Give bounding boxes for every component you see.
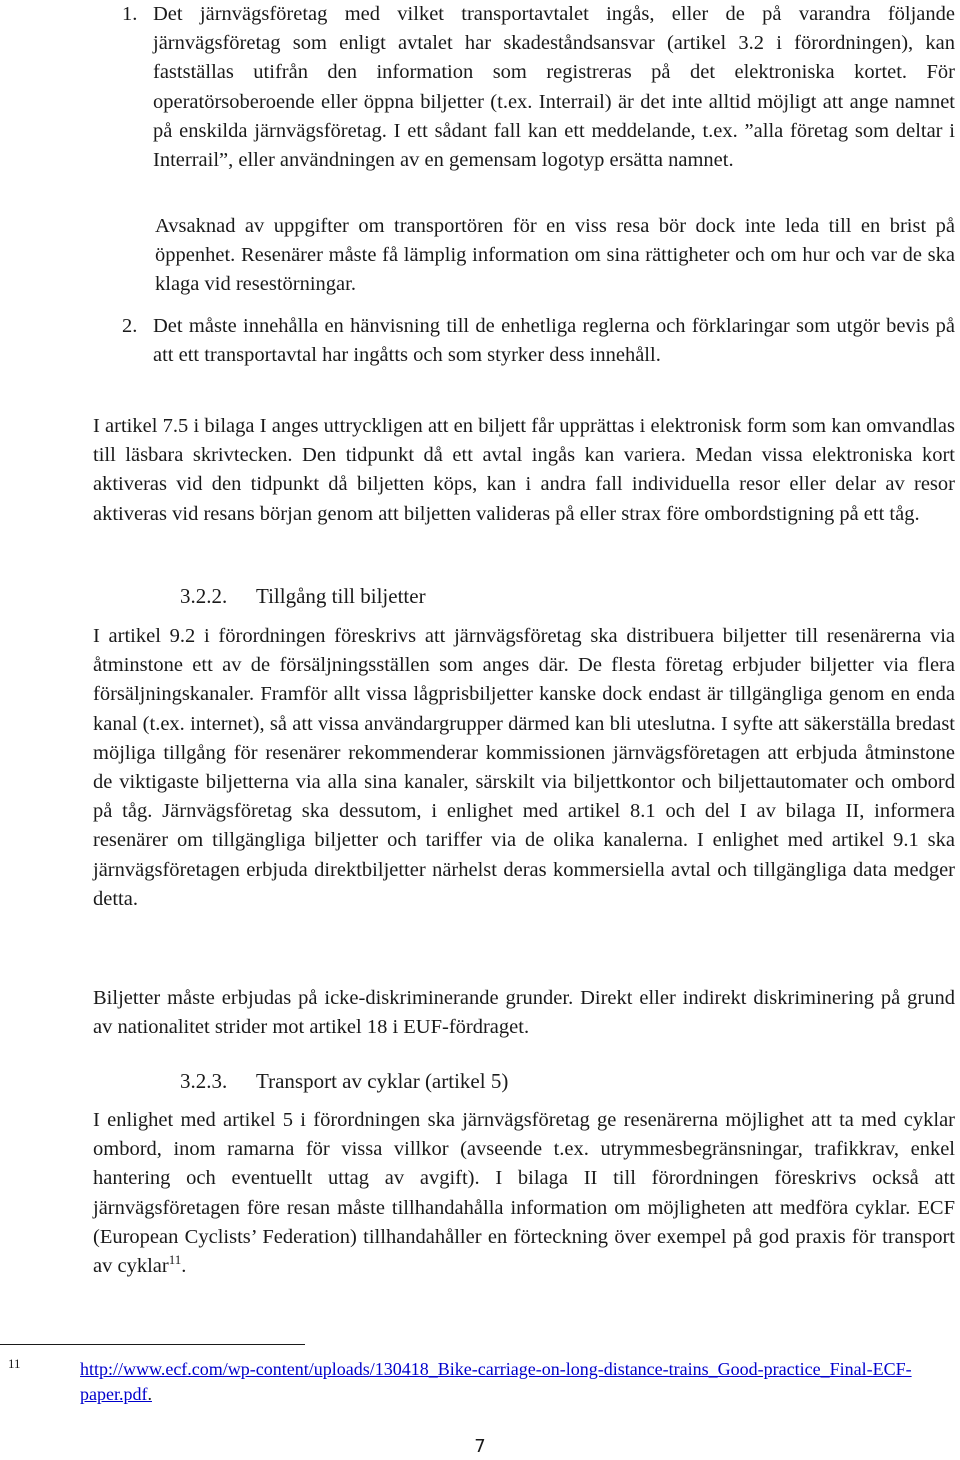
list-item-1-text: Det järnvägsföretag med vilket transportavtalet ingås, eller de på varandra följande järnvägsföretag som enligt avtalet har skadeståndsansvar (artikel 3.2 i förordningen), kan fastställas utifrån den information som registreras på det elektroniska kortet. För operatörsoberoende eller öppna biljetter (t.ex. Interrail) är det inte alltid möjligt att ange namnet på enskilda järnvägsföretag. I ett sådant fall kan ett meddelande, t.ex. ”alla företag som deltar i Interrail”, eller användningen av en gemensam logotyp ersätta namnet. xyxy=(153,3,955,172)
section-heading-bicycle-transport xyxy=(180,1067,508,1096)
section-number: 3.2.3. xyxy=(180,1069,228,1093)
section-number: 3.2.2. xyxy=(180,584,228,608)
list-item-1-number: 1. xyxy=(122,3,138,25)
paragraph-bicycles-text: I enlighet med artikel 5 i förordningen ska järnvägsföretag ge resenärerna möjlighet att ta med cyklar ombord, inom ramarna för vissa villkor (avseende t.ex. utrymmesbegränsningar, trafikkrav, enkel hantering och eventuellt uttag av avgift). I bilaga II till förordningen föreskrivs också att järnvägsföretagen före resan måste tillhandahålla information om möjligheten att medföra cyklar. ECF (European Cyclists’ Federation) tillhandahåller en förteckning över exempel på god praxis för transport av cyklar xyxy=(93,1109,955,1278)
paragraph-non-discrimination: Biljetter måste erbjudas på icke-diskriminerande grunder. Direkt eller indirekt diskriminering på grund av nationalitet strider mot artikel 18 i EUF-fördraget. xyxy=(93,987,955,1039)
footnote-end-punctuation: . xyxy=(147,1383,152,1404)
paragraph-ticket-distribution: I artikel 9.2 i förordningen föreskrivs att järnvägsföretag ska distribuera biljetter till resenärerna via åtminstone ett av de försäljningsställen som anges där. De flesta företag erbjuder biljetter via flera försäljningskanaler. Framför allt vissa lågprisbiljetter kanske dock endast är tillgängliga genom en enda kanal (t.ex. internet), så att vissa användargrupper därmed kan bli uteslutna. I syfte att säkerställa bredast möjliga tillgång för resenärer rekommenderar kommissionen järnvägsföretagen att erbjuda åtminstone de viktigaste biljetterna via alla sina kanaler, särskilt via biljettkontor och biljettautomater och ombord på tåg. Järnvägsföretag ska dessutom, i enlighet med artikel 8.1 och del I av bilaga II, informera resenärer om tillgängliga biljetter och tariffer via de olika kanalerna. I enlighet med artikel 9.1 ska järnvägsföretagen erbjuda direktbiljetter närhelst deras kommersiella avtal och tillgängliga data medger detta. xyxy=(93,625,955,910)
list-item-2-number: 2. xyxy=(122,315,138,337)
footnote-text xyxy=(80,1357,920,1406)
list-item-1-continuation: Avsaknad av uppgifter om transportören för en viss resa bör dock inte leda till en brist på öppenhet. Resenärer måste få lämplig information om sina rättigheter och om hur och var de ska klaga vid resestörningar. xyxy=(155,215,955,296)
paragraph-electronic-ticket: I artikel 7.5 i bilaga I anges uttryckligen att en biljett får upprättas i elektronisk form som kan omvandlas till läsbara skrivtecken. Den tidpunkt då ett avtal ingås kan variera. Medan vissa elektroniska kort aktiveras vid den tidpunkt då biljetten köps, kan i andra fall individuella resor eller delar av resor aktiveras vid resans början genom att biljetten valideras på eller strax före ombordstigning på ett tåg. xyxy=(93,415,955,525)
paragraph-end-punctuation: . xyxy=(181,1255,187,1278)
footnote-marker: 11 xyxy=(8,1356,21,1371)
footnote-link[interactable]: http://www.ecf.com/wp-content/uploads/130418_Bike-carriage-on-long-distance-trains_Good-practice_Final-ECF-paper.pdf xyxy=(80,1359,912,1404)
footnote-separator xyxy=(0,1344,305,1345)
page-number: 7 xyxy=(474,1436,486,1457)
section-title: Transport av cyklar (artikel 5) xyxy=(256,1069,509,1093)
list-item-2-text: Det måste innehålla en hänvisning till de enhetliga reglerna och förklaringar som utgör bevis på att ett transportavtal har ingåtts och som styrker dess innehåll. xyxy=(153,315,955,367)
footnote-reference[interactable]: 11 xyxy=(168,1252,182,1268)
section-heading-ticket-access xyxy=(180,582,426,611)
section-title: Tillgång till biljetter xyxy=(256,584,426,608)
paragraph-bicycles xyxy=(93,1106,955,1281)
